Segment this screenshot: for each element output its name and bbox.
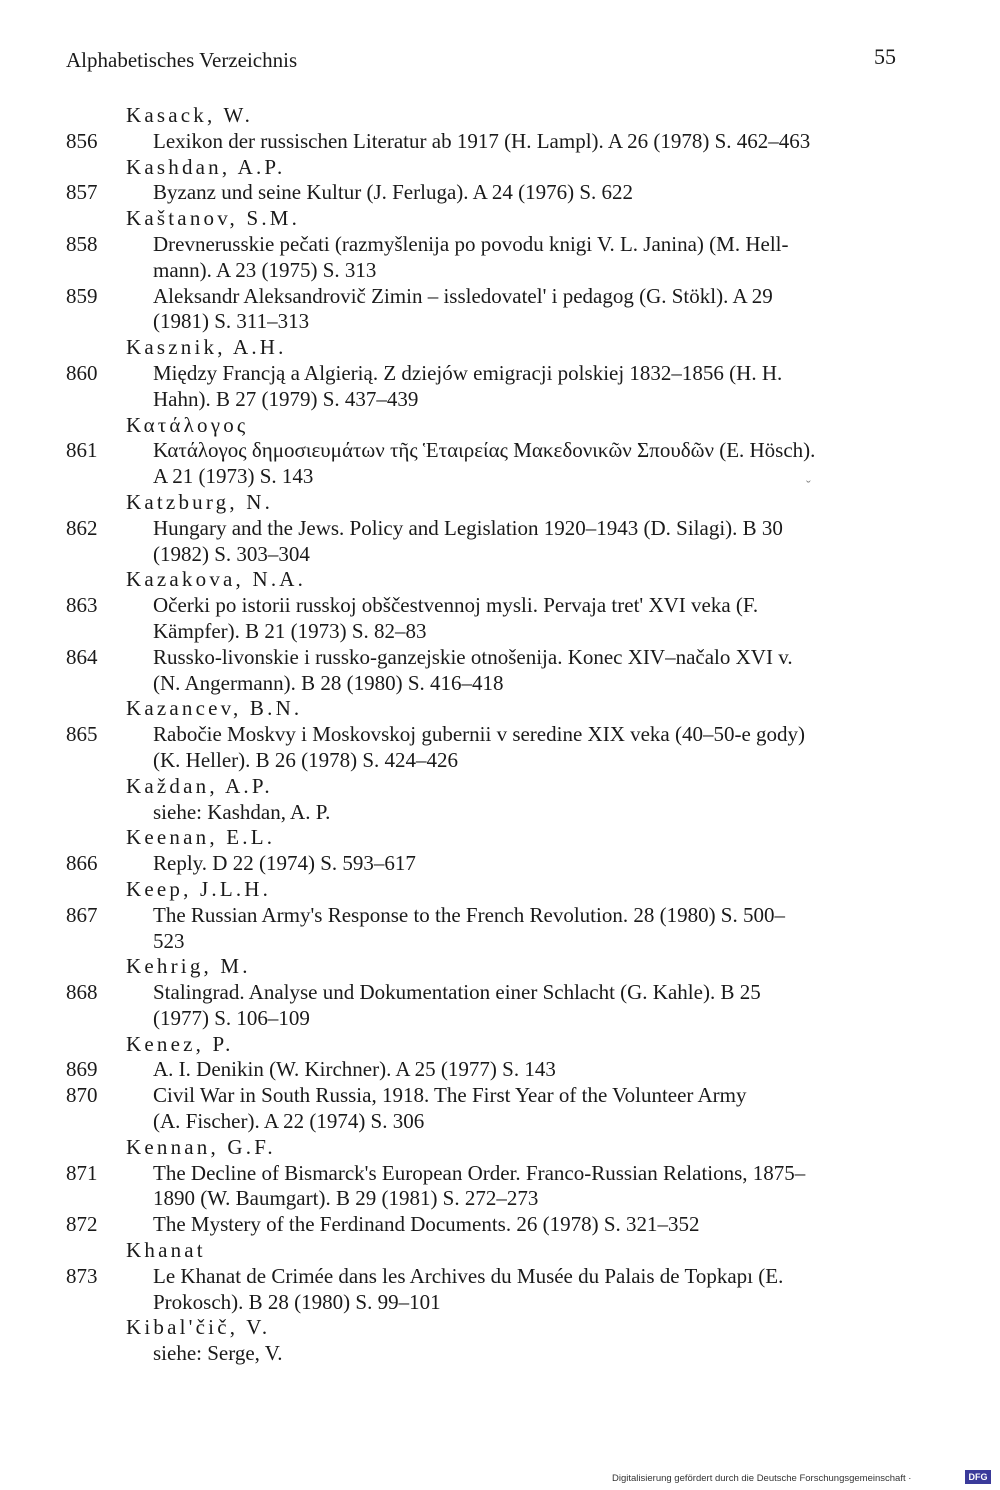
entry-number: 856: [66, 128, 98, 153]
entry-continuation: [0, 1186, 1000, 1212]
entry-text: Kämpfer). B 21 (1973) S. 82–83: [153, 618, 427, 643]
entry-continuation: [0, 1006, 1000, 1032]
entry-text: Očerki po istorii russkoj obščestvennoj mysli. Pervaja tret' XVI veka (F.: [153, 593, 759, 618]
author-name: Κατάλογος: [126, 412, 249, 437]
author-name: Katzburg, N.: [126, 489, 274, 514]
entry-number: 858: [66, 231, 98, 256]
author-heading: [0, 103, 1000, 129]
entry-number: 869: [66, 1057, 98, 1082]
entry-number: 859: [66, 283, 98, 308]
entry-text: The Mystery of the Ferdinand Documents. 26 (1978) S. 321–352: [153, 1212, 700, 1237]
entry-number: 870: [66, 1083, 98, 1108]
entry-text: (1977) S. 106–109: [153, 1005, 310, 1030]
entry-text: siehe: Kashdan, A. P.: [153, 799, 331, 824]
entry-line: [0, 129, 1000, 155]
scan-mark: ˇ: [806, 479, 811, 494]
entry-line: [0, 180, 1000, 206]
entry-line: [0, 284, 1000, 310]
entry-text: (1982) S. 303–304: [153, 541, 310, 566]
entry-number: 862: [66, 515, 98, 540]
entry-line: [0, 1161, 1000, 1187]
page-number: 55: [874, 44, 896, 69]
author-name: Kazancev, B.N.: [126, 696, 303, 721]
author-heading: [0, 774, 1000, 800]
author-name: Kennan, G.F.: [126, 1134, 276, 1159]
entry-text: Lexikon der russischen Literatur ab 1917 (H. Lampl). A 26 (1978) S. 462–463: [153, 128, 811, 153]
entry-text: A 21 (1973) S. 143: [153, 464, 314, 489]
entry-text: (N. Angermann). B 28 (1980) S. 416–418: [153, 670, 504, 695]
entry-text: Byzanz und seine Kultur (J. Ferluga). A 24 (1976) S. 622: [153, 180, 634, 205]
entry-line: [0, 645, 1000, 671]
entry-line: [0, 593, 1000, 619]
entry-text: Hungary and the Jews. Policy and Legislation 1920–1943 (D. Silagi). B 30: [153, 515, 783, 540]
entry-text: siehe: Serge, V.: [153, 1341, 283, 1366]
entry-line: [0, 1057, 1000, 1083]
author-name: Každan, A.P.: [126, 773, 273, 798]
entry-text: Le Khanat de Crimée dans les Archives du Musée du Palais de Topkapı (E.: [153, 1263, 784, 1288]
entry-line: [0, 903, 1000, 929]
author-heading: [0, 1315, 1000, 1341]
author-name: Kenez, P.: [126, 1031, 234, 1056]
author-heading: [0, 1238, 1000, 1264]
entry-text: 1890 (W. Baumgart). B 29 (1981) S. 272–273: [153, 1186, 539, 1211]
bibliography-list: [0, 103, 1000, 1367]
author-heading: [0, 567, 1000, 593]
entry-number: 864: [66, 644, 98, 669]
author-name: Keenan, E.L.: [126, 825, 276, 850]
author-heading: [0, 206, 1000, 232]
entry-continuation: [0, 387, 1000, 413]
entry-continuation: [0, 800, 1000, 826]
entry-continuation: [0, 464, 1000, 490]
entry-line: [0, 1264, 1000, 1290]
entry-number: 872: [66, 1212, 98, 1237]
entry-line: [0, 1083, 1000, 1109]
entry-text: (A. Fischer). A 22 (1974) S. 306: [153, 1109, 425, 1134]
author-name: Kasack, W.: [126, 103, 254, 127]
author-name: Kashdan, A.P.: [126, 154, 286, 179]
entry-text: Aleksandr Aleksandrovič Zimin – issledovatel' i pedagog (G. Stökl). A 29: [153, 283, 773, 308]
entry-line: [0, 438, 1000, 464]
entry-line: [0, 1212, 1000, 1238]
author-name: Khanat: [126, 1238, 206, 1263]
entry-number: 863: [66, 593, 98, 618]
entry-text: (1981) S. 311–313: [153, 309, 310, 334]
entry-line: [0, 516, 1000, 542]
author-name: Keep, J.L.H.: [126, 876, 272, 901]
entry-number: 865: [66, 722, 98, 747]
entry-text: 523: [153, 928, 185, 953]
entry-number: 871: [66, 1160, 98, 1185]
entry-text: Hahn). B 27 (1979) S. 437–439: [153, 386, 419, 411]
entry-number: 860: [66, 360, 98, 385]
author-heading: [0, 155, 1000, 181]
author-heading: [0, 696, 1000, 722]
author-heading: [0, 335, 1000, 361]
entry-number: 857: [66, 180, 98, 205]
entry-text: Drevnerusskie pečati (razmyšlenija po povodu knigi V. L. Janina) (M. Hell-: [153, 231, 789, 256]
entry-continuation: [0, 1290, 1000, 1316]
entry-continuation: [0, 1341, 1000, 1367]
entry-text: Rabočie Moskvy i Moskovskoj gubernii v seredine XIX veka (40–50-e gody): [153, 722, 806, 747]
entry-continuation: [0, 258, 1000, 284]
entry-line: [0, 361, 1000, 387]
footer-credit: Digitalisierung gefördert durch die Deutsche Forschungsgemeinschaft ·: [612, 1473, 912, 1484]
entry-text: A. I. Denikin (W. Kirchner). A 25 (1977) S. 143: [153, 1057, 556, 1082]
entry-text: The Decline of Bismarck's European Order. Franco-Russian Relations, 1875–: [153, 1160, 806, 1185]
author-name: Kaštanov, S.M.: [126, 206, 301, 231]
entry-text: Reply. D 22 (1974) S. 593–617: [153, 851, 416, 876]
entry-line: [0, 980, 1000, 1006]
entry-number: 867: [66, 902, 98, 927]
entry-continuation: [0, 929, 1000, 955]
running-header: Alphabetisches Verzeichnis: [66, 48, 298, 72]
entry-text: Między Francją a Algierią. Z dziejów emigracji polskiej 1832–1856 (H. H.: [153, 360, 783, 385]
author-name: Kehrig, M.: [126, 954, 251, 979]
author-name: Kibal'čič, V.: [126, 1315, 271, 1340]
entry-number: 873: [66, 1263, 98, 1288]
entry-text: Russko-livonskie i russko-ganzejskie otnošenija. Konec XIV–načalo XVI v.: [153, 644, 793, 669]
dfg-logo: DFG: [965, 1470, 991, 1484]
entry-text: Κατάλογος δημοσιευμάτων τῆς Ἑταιρείας Μακεδονικῶν Σπουδῶν (E. Hösch).: [153, 438, 816, 463]
entry-line: [0, 232, 1000, 258]
author-name: Kazakova, N.A.: [126, 567, 307, 592]
entry-continuation: [0, 309, 1000, 335]
author-heading: [0, 490, 1000, 516]
author-heading: [0, 877, 1000, 903]
entry-text: Stalingrad. Analyse und Dokumentation einer Schlacht (G. Kahle). B 25: [153, 980, 761, 1005]
author-heading: [0, 954, 1000, 980]
author-name: Kasznik, A.H.: [126, 335, 287, 360]
entry-continuation: [0, 1109, 1000, 1135]
entry-number: 861: [66, 438, 98, 463]
author-heading: [0, 413, 1000, 439]
author-heading: [0, 825, 1000, 851]
entry-continuation: [0, 619, 1000, 645]
author-heading: [0, 1032, 1000, 1058]
entry-continuation: [0, 671, 1000, 697]
entry-number: 868: [66, 980, 98, 1005]
entry-line: [0, 722, 1000, 748]
entry-text: Civil War in South Russia, 1918. The First Year of the Volunteer Army: [153, 1083, 747, 1108]
entry-text: The Russian Army's Response to the French Revolution. 28 (1980) S. 500–: [153, 902, 785, 927]
entry-text: (K. Heller). B 26 (1978) S. 424–426: [153, 747, 459, 772]
entry-text: mann). A 23 (1975) S. 313: [153, 257, 377, 282]
entry-line: [0, 851, 1000, 877]
entry-continuation: [0, 542, 1000, 568]
entry-continuation: [0, 748, 1000, 774]
entry-number: 866: [66, 851, 98, 876]
entry-text: Prokosch). B 28 (1980) S. 99–101: [153, 1289, 441, 1314]
author-heading: [0, 1135, 1000, 1161]
